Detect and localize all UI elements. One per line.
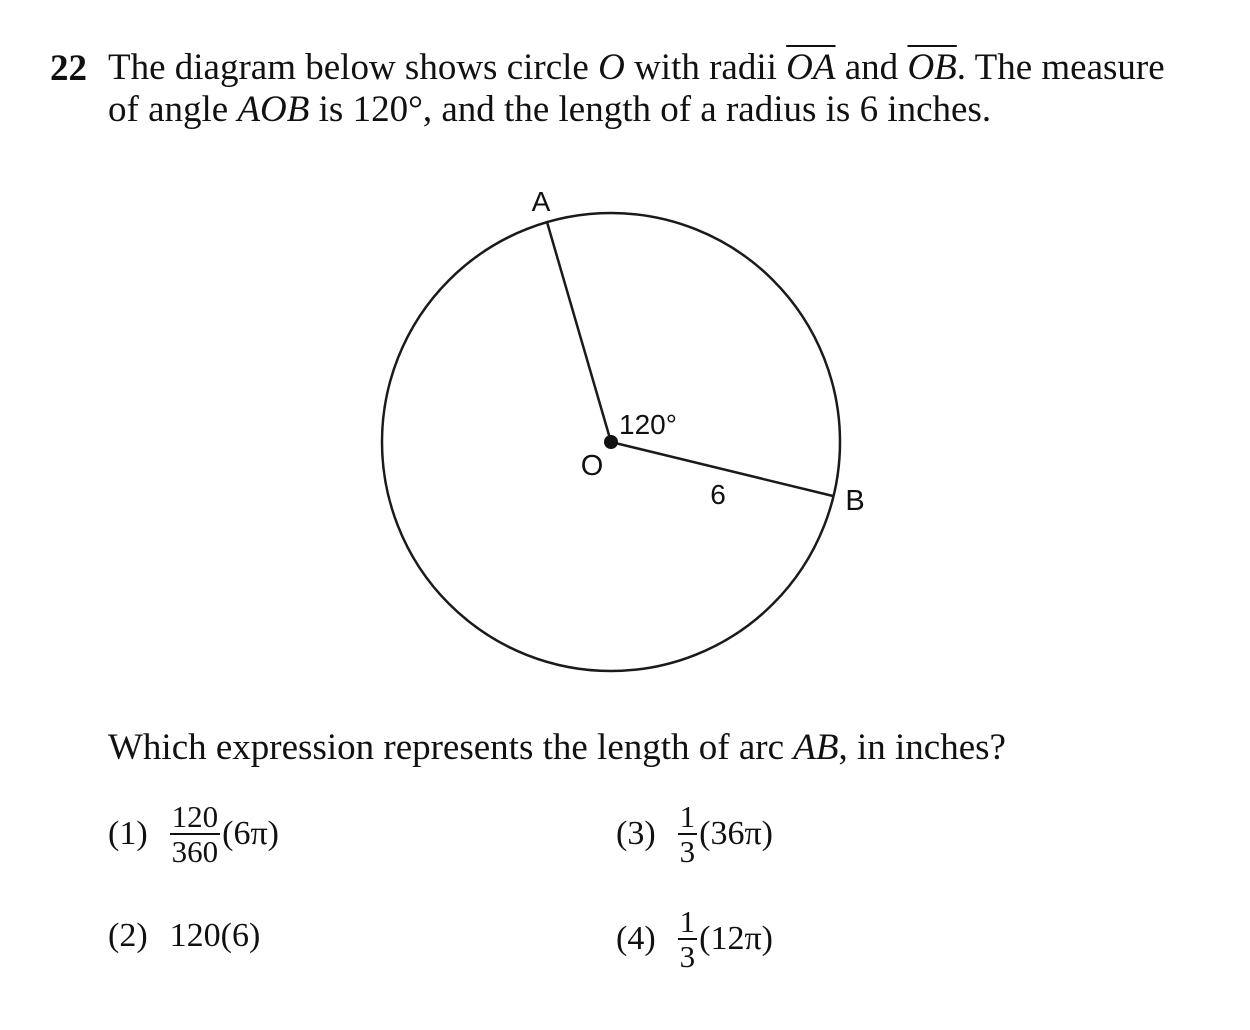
answer-choice-1[interactable] <box>108 800 279 868</box>
choice-expression: (6π) <box>222 815 279 852</box>
choice-expression: 120(6) <box>169 917 261 954</box>
stem-text: . The measure <box>956 47 1165 88</box>
stem-text: The diagram below shows circle <box>108 47 599 88</box>
choice-expression: (36π) <box>699 815 773 852</box>
stem-circle-name: O <box>598 47 625 88</box>
fraction-numerator: 120 <box>171 799 219 834</box>
choice-expression: (12π) <box>699 920 773 957</box>
label-b: B <box>845 485 865 517</box>
angle-label: 120° <box>619 409 677 440</box>
fraction <box>678 800 698 868</box>
radius-oa <box>547 222 611 442</box>
prompt-text: Which expression represents the length of arc <box>108 727 794 768</box>
answer-choice-2[interactable] <box>108 917 260 955</box>
fraction <box>678 905 698 973</box>
stem-text: with radii <box>624 47 787 88</box>
question-number: 22 <box>50 48 87 89</box>
answer-choice-3[interactable] <box>616 800 773 868</box>
fraction-numerator: 1 <box>679 799 696 834</box>
fraction <box>170 800 221 868</box>
question-stem <box>108 47 1208 131</box>
fraction-denominator: 360 <box>171 834 219 869</box>
label-o: O <box>580 450 604 482</box>
center-point <box>604 435 618 449</box>
stem-angle-name: AOB <box>237 89 310 130</box>
question-prompt <box>108 726 1006 770</box>
segment-ob: $\overline{OB}$ <box>907 47 957 88</box>
radius-length-label: 6 <box>710 479 726 510</box>
fraction-denominator: 3 <box>679 939 696 974</box>
stem-text: of angle <box>108 89 238 130</box>
choice-number: (2) <box>108 917 148 954</box>
choice-number: (3) <box>616 815 656 852</box>
choice-number: (4) <box>616 920 656 957</box>
segment-oa: $\overline{OA}$ <box>786 47 836 88</box>
fraction-denominator: 3 <box>679 834 696 869</box>
stem-text: and <box>835 47 908 88</box>
prompt-text: , in inches? <box>838 727 1006 768</box>
fraction-numerator: 1 <box>679 904 696 939</box>
circle-diagram <box>360 180 865 680</box>
choice-number: (1) <box>108 815 148 852</box>
answer-choice-4[interactable] <box>616 905 773 973</box>
label-a: A <box>531 186 551 217</box>
stem-text: is 120°, and the length of a radius is 6 inches. <box>309 89 992 130</box>
prompt-arc-name: AB <box>793 727 839 768</box>
